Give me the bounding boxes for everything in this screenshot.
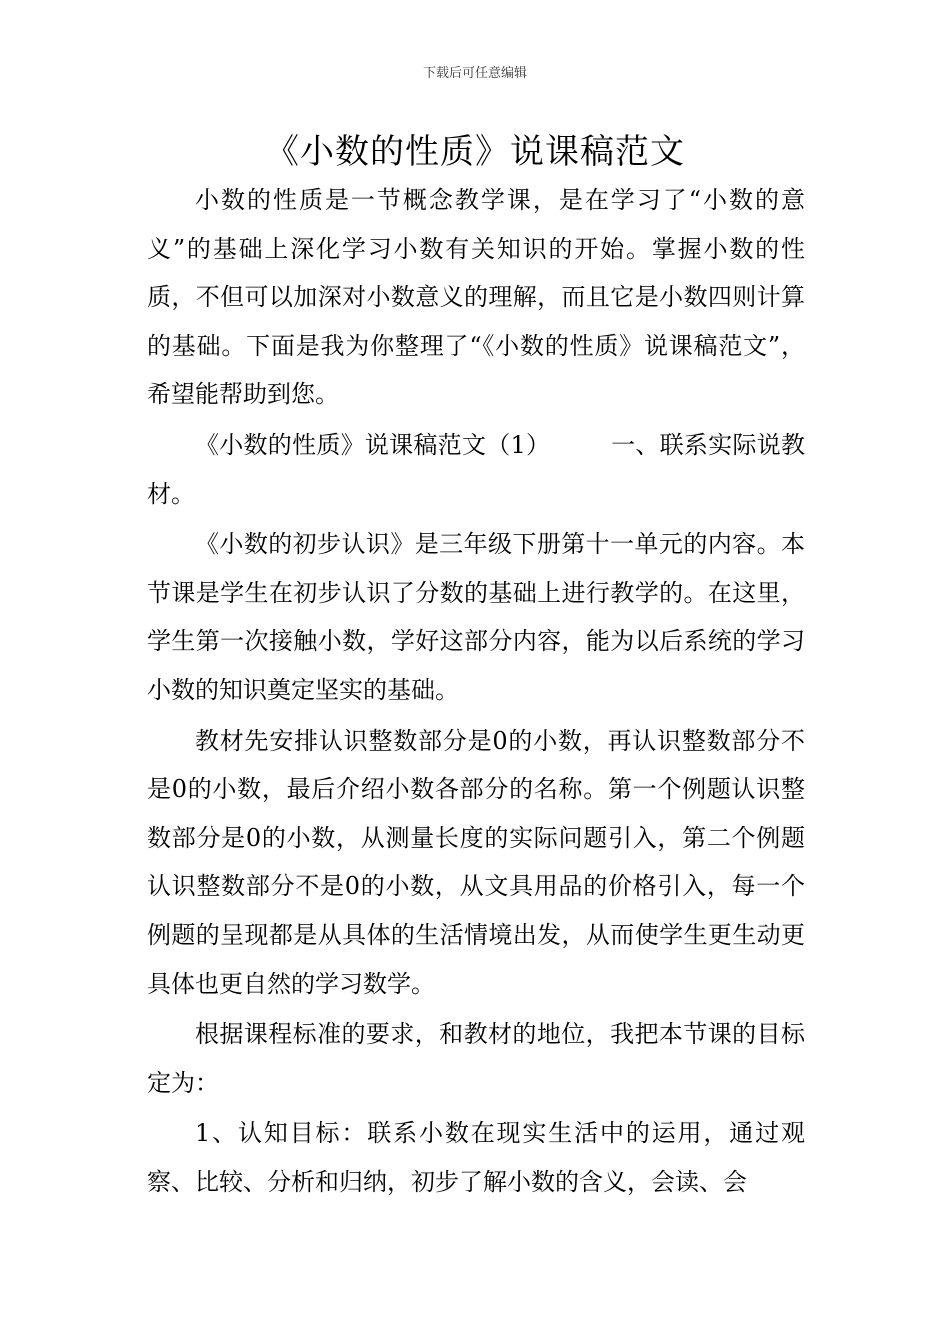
paragraph-textbook-arrangement: 教材先安排认识整数部分是0的小数，再认识整数部分不是0的小数，最后介绍小数各部分的名称。第一个例题认识整数部分是0的小数，从测量长度的实际问题引入，第二个例题认识整数部分不是0的小数，从文具用品的价格引入，每一个例题的呈现都是从具体的生活情境出发，从而使学生更生动更具体也更自然的学习数学。 [147, 726, 805, 998]
paragraph-textbook-content: 《小数的初步认识》是三年级下册第十一单元的内容。本节课是学生在初步认识了分数的基础上进行教学的。在这里，学生第一次接触小数，学好这部分内容，能为以后系统的学习小数的知识奠定坚实的基础。 [147, 530, 805, 704]
document-body [147, 176, 805, 1206]
paragraph-cognitive-objective: 1、认知目标：联系小数在现实生活中的运用，通过观察、比较、分析和归纳，初步了解小数的含义，会读、会 [147, 1119, 805, 1196]
document-title: 《小数的性质》说课稿范文 [265, 132, 685, 172]
page-header-note: 下载后可任意编辑 [422, 66, 527, 81]
paragraph-objectives-intro: 根据课程标准的要求，和教材的地位，我把本节课的目标定为： [147, 1020, 805, 1097]
paragraph-section-heading: 《小数的性质》说课稿范文（1） 一、联系实际说教材。 [147, 430, 805, 508]
paragraph-intro: 小数的性质是一节概念教学课，是在学习了“小数的意义”的基础上深化学习小数有关知识的开始。掌握小数的性质，不但可以加深对小数意义的理解，而且它是小数四则计算的基础。下面是我为你整理了“《小数的性质》说课稿范文”，希望能帮助到您。 [147, 186, 805, 409]
